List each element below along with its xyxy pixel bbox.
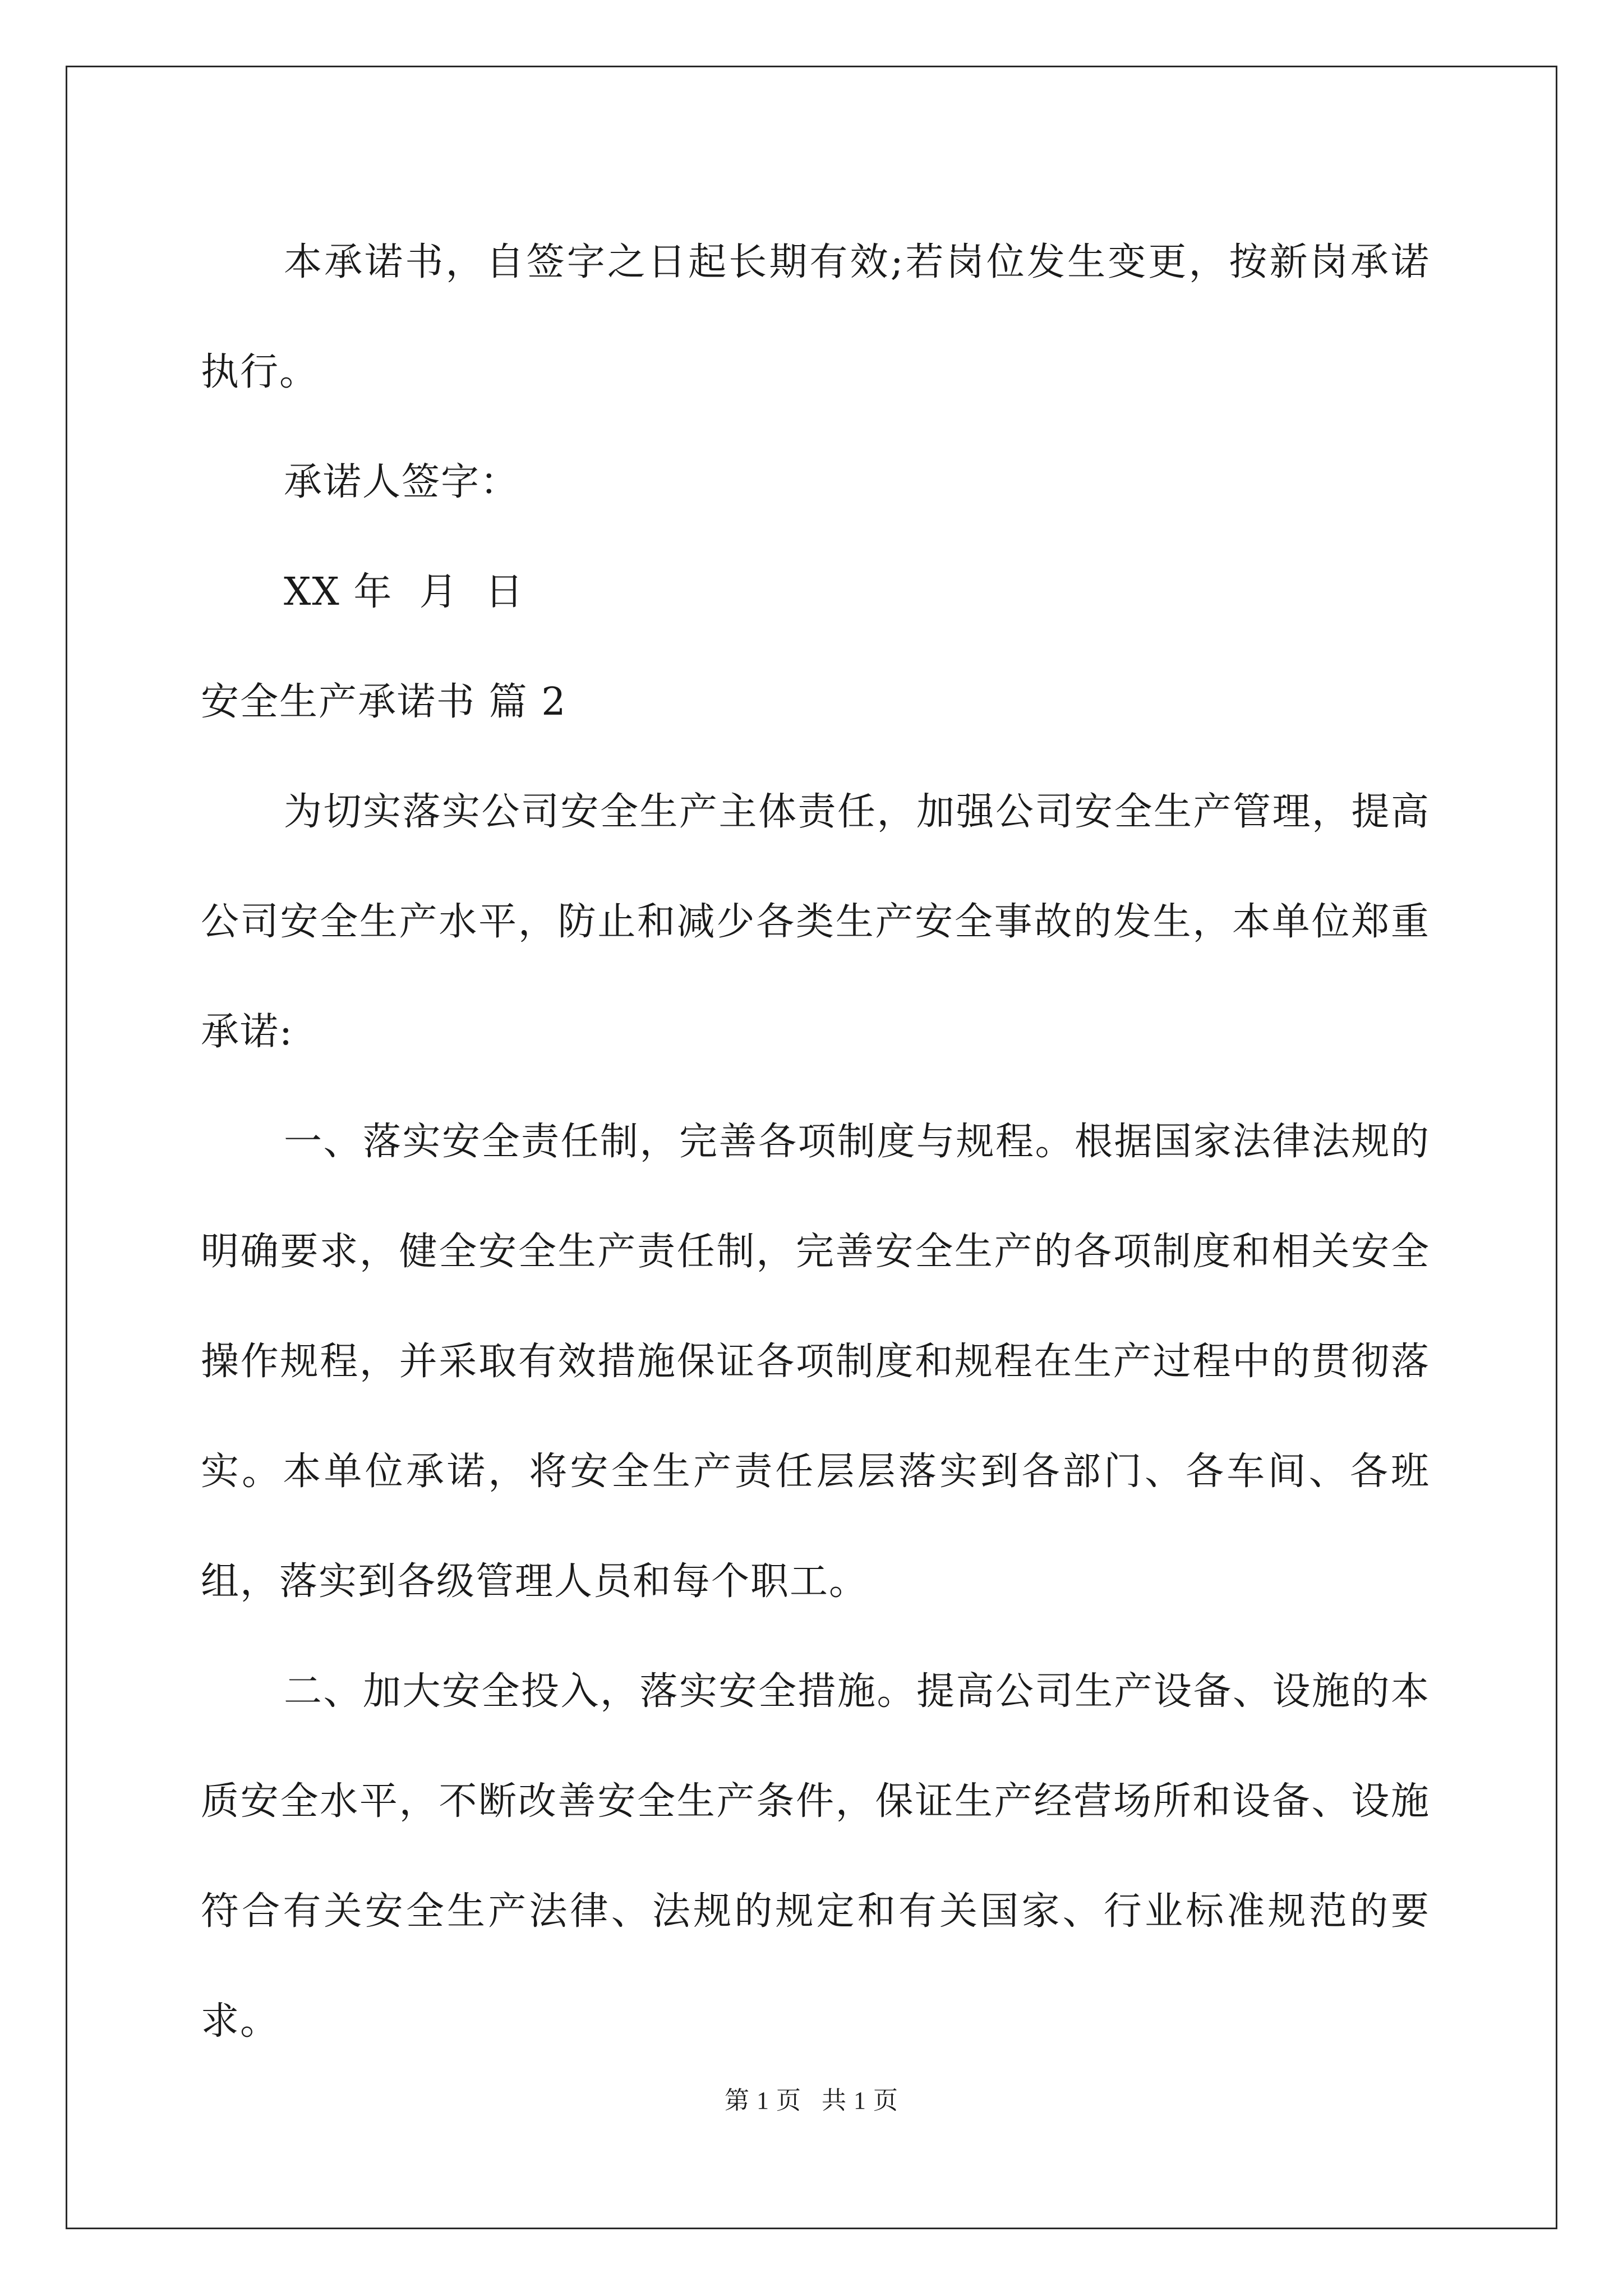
paragraph-validity: 本承诺书，自签字之日起长期有效;若岗位发生变更，按新岗承诺执行。 bbox=[201, 240, 1430, 394]
paragraph-item-one: 一、落实安全责任制，完善各项制度与规程。根据国家法律法规的明确要求，健全安全生产责任制，完善安全生产的各项制度和相关安全操作规程，并采取有效措施保证各项制度和规程在生产过程中的贯彻落实。本单位承诺，将安全生产责任层层落实到各部门、各车间、各班组，落实到各级管理人员和每个职工。 bbox=[201, 1120, 1430, 1604]
section-heading: 安全生产承诺书 篇 2 bbox=[201, 680, 567, 724]
page-footer bbox=[0, 2080, 1623, 2116]
paragraph-item-two: 二、加大安全投入，落实安全措施。提高公司生产设备、设施的本质安全水平，不断改善安全生产条件，保证生产经营场所和设备、设施符合有关安全生产法律、法规的规定和有关国家、行业标准规范的要求。 bbox=[201, 1669, 1430, 2044]
paragraph-date: XX 年 月 日 bbox=[284, 570, 524, 614]
document-body bbox=[201, 208, 1430, 2077]
paragraph-signature: 承诺人签字： bbox=[284, 460, 520, 504]
page-number: 第 1 页 共 1 页 bbox=[725, 2087, 898, 2114]
paragraph-intro: 为切实落实公司安全生产主体责任，加强公司安全生产管理，提高公司安全生产水平，防止和减少各类生产安全事故的发生，本单位郑重承诺: bbox=[201, 790, 1430, 1054]
